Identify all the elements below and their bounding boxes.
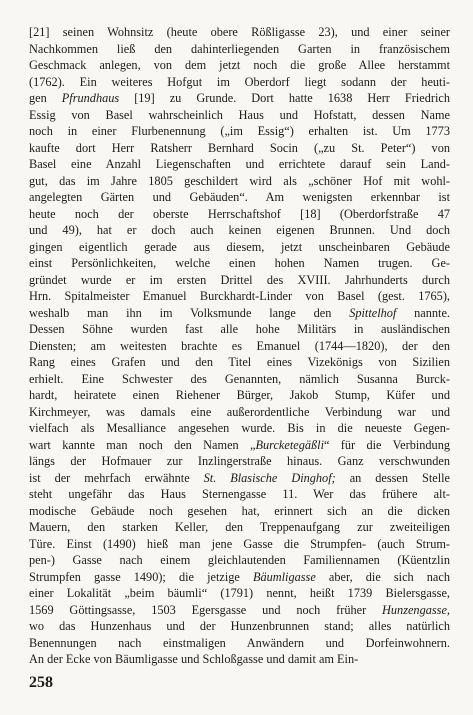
- text-segment: wo das Hunzenhaus und der Hunzenbrunnen stand; alles natürlich: [29, 619, 450, 633]
- text-line: [29, 74, 450, 91]
- text-line: [29, 41, 450, 58]
- text-line: [29, 173, 450, 190]
- text-line: [29, 486, 450, 503]
- emphasized-text: St. Blasische Dinghof;: [203, 470, 336, 485]
- text-segment: steht ungefähr das Haus Sternengasse 11. Wer das frühere alt-: [29, 487, 450, 501]
- text-line: [29, 189, 450, 206]
- text-line: [29, 420, 450, 437]
- text-segment: gut, das im Jahre 1805 geschildert wird als „schöner Hof mit wohl-: [29, 173, 450, 188]
- text-segment: Dessen Söhne wurden fast alle hohe Militärs in ausländischen: [29, 322, 450, 336]
- emphasized-text: Hunzengasse,: [382, 602, 450, 617]
- text-line: [29, 255, 450, 272]
- text-segment: kaufte dort Herr Ratsherr Bernhard Socin („zu St. Peter“) von: [29, 140, 450, 155]
- text-segment: (1762). Ein weiteres Hofgut im Oberdorf liegt sodann der heuti-: [29, 74, 450, 89]
- text-segment: Strumpfen gasse 1490); die jetzige: [29, 569, 253, 584]
- text-segment: Hrn. Spitalmeister Emanuel Burckhardt-Linder von Basel (gest. 1765),: [29, 289, 450, 303]
- text-segment: Mauern, den starken Keller, den Treppenaufgang zur zweiteiligen: [29, 520, 450, 534]
- text-line: [29, 404, 450, 421]
- text-line: [29, 585, 450, 602]
- text-segment: angelegten Gärten und Gebäuden“. Am wenigsten erkennbar ist: [29, 190, 450, 204]
- text-line: [29, 206, 450, 223]
- text-segment: aber, die sich nach: [315, 569, 450, 584]
- text-segment: Diensten; am weitesten brachte es Emanuel (1744—1820), der den: [29, 338, 450, 353]
- text-segment: Türe. Einst (1490) hieß man jene Gasse die Strumpfen- (auch Strum-: [29, 536, 450, 551]
- text-line: [29, 272, 450, 289]
- emphasized-text: Burcketegäßli: [255, 437, 324, 452]
- text-segment: 1569 Göttingsasse, 1503 Egersgasse und noch früher: [29, 602, 383, 617]
- text-line: [29, 305, 450, 322]
- text-line: [29, 222, 450, 239]
- text-line: [29, 437, 450, 454]
- text-line: [29, 635, 450, 652]
- text-segment: vielfach als Mesalliance angesehen wurde. Bis in die neueste Gegen-: [29, 421, 450, 435]
- text-line: [29, 552, 450, 569]
- emphasized-text: Bäumligasse: [252, 569, 316, 584]
- text-line: [29, 371, 450, 388]
- text-segment: gen: [29, 91, 62, 105]
- text-line: [29, 156, 450, 173]
- text-segment: heute noch der oberste Herrschaftshof [18] (Oberdorfstraße 47: [29, 206, 450, 221]
- text-segment: gingen eigentlich gerade aus diesem, jetzt unscheinbaren Gebäude: [29, 239, 450, 254]
- text-line: [29, 354, 450, 371]
- text-segment: Kirchmeyer, was damals eine außerordentliche Verbindung war und: [29, 404, 450, 419]
- text-line: [29, 618, 450, 635]
- text-line: [29, 239, 450, 256]
- text-segment: Basel eine Anzahl Liegenschaften und errichtete darauf sein Land-: [29, 157, 450, 171]
- text-segment: Nachkommen ließ den dahinterliegenden Garten in französischem: [29, 41, 450, 56]
- text-segment: nannte.: [396, 305, 450, 320]
- text-line: [29, 602, 450, 619]
- page-number: 258: [29, 674, 53, 691]
- text-segment: Essig von Basel wahrscheinlich Haus und Hofstatt, dessen Name: [29, 107, 450, 122]
- emphasized-text: Pfrundhaus: [61, 91, 120, 105]
- text-line: [29, 519, 450, 536]
- text-line: [29, 24, 450, 41]
- text-line: [29, 140, 450, 157]
- text-segment: Geschmack anlegen, von dem jetzt noch die große Allee herstammt: [29, 58, 450, 72]
- text-segment: hardt, heiratete einen Riehener Bürger, Jakob Stump, Küfer und: [29, 388, 450, 402]
- text-segment: modische Gebäude noch gesehen hat, erinnert sich an die dicken: [29, 503, 450, 518]
- text-segment: [19] zu Grunde. Dort hatte 1638 Herr Friedrich: [119, 91, 450, 105]
- text-segment: ist der mehrfach erwähnte: [29, 470, 204, 485]
- text-segment: Benennungen nach einstmaligen Anwändern und Dorfeinwohnern.: [29, 635, 450, 650]
- body-text: [29, 24, 450, 668]
- text-segment: “ für die Verbindung: [324, 437, 450, 452]
- text-line: [29, 651, 450, 668]
- text-segment: [21] seinen Wohnsitz (heute obere Rößligasse 23), und einer seiner: [29, 25, 450, 39]
- text-line: [29, 387, 450, 404]
- text-segment: wart kannte man noch den Namen „: [29, 437, 256, 452]
- text-segment: einst Persönlichkeiten, welche einen hohen Namen trugen. Ge-: [29, 256, 450, 270]
- text-segment: gründet wurde er im ersten Drittel des XVIII. Jahrhunderts durch: [29, 272, 450, 287]
- text-segment: und 49), hat er doch auch keinen eigenen Brunnen. Und doch: [29, 223, 450, 237]
- text-line: [29, 569, 450, 586]
- text-line: [29, 536, 450, 553]
- text-segment: an dessen Stelle: [335, 470, 450, 485]
- text-segment: pen-) Gasse nach einem gleichlautenden Familiennamen (Küentzlin: [29, 553, 450, 567]
- text-line: [29, 90, 450, 107]
- text-segment: weshalb man ihn im Volksmunde lange den: [29, 305, 350, 320]
- text-line: [29, 453, 450, 470]
- text-segment: einer Lokalität „beim bäumli“ (1791) nennt, heißt 1739 Bielersgasse,: [29, 586, 450, 600]
- text-segment: erhielt. Eine Schwester des Genannten, nämlich Susanna Burck-: [29, 371, 450, 386]
- text-line: [29, 321, 450, 338]
- emphasized-text: Spittelhof: [349, 305, 397, 320]
- text-segment: An der Ecke von Bäumligasse und Schloßgasse und damit am Ein-: [29, 652, 359, 666]
- text-line: [29, 503, 450, 520]
- text-line: [29, 470, 450, 487]
- text-line: [29, 107, 450, 124]
- text-line: [29, 338, 450, 355]
- text-segment: Rang eines Grafen und den Titel eines Vizekönigs von Sizilien: [29, 355, 450, 369]
- text-segment: noch in einer Flurbenennung („im Essig“) erhalten ist. Um 1773: [29, 124, 450, 138]
- text-line: [29, 288, 450, 305]
- text-line: [29, 123, 450, 140]
- text-segment: längs der Hofmauer zur Inzlingerstraße hinaus. Ganz verschwunden: [29, 454, 450, 468]
- text-line: [29, 57, 450, 74]
